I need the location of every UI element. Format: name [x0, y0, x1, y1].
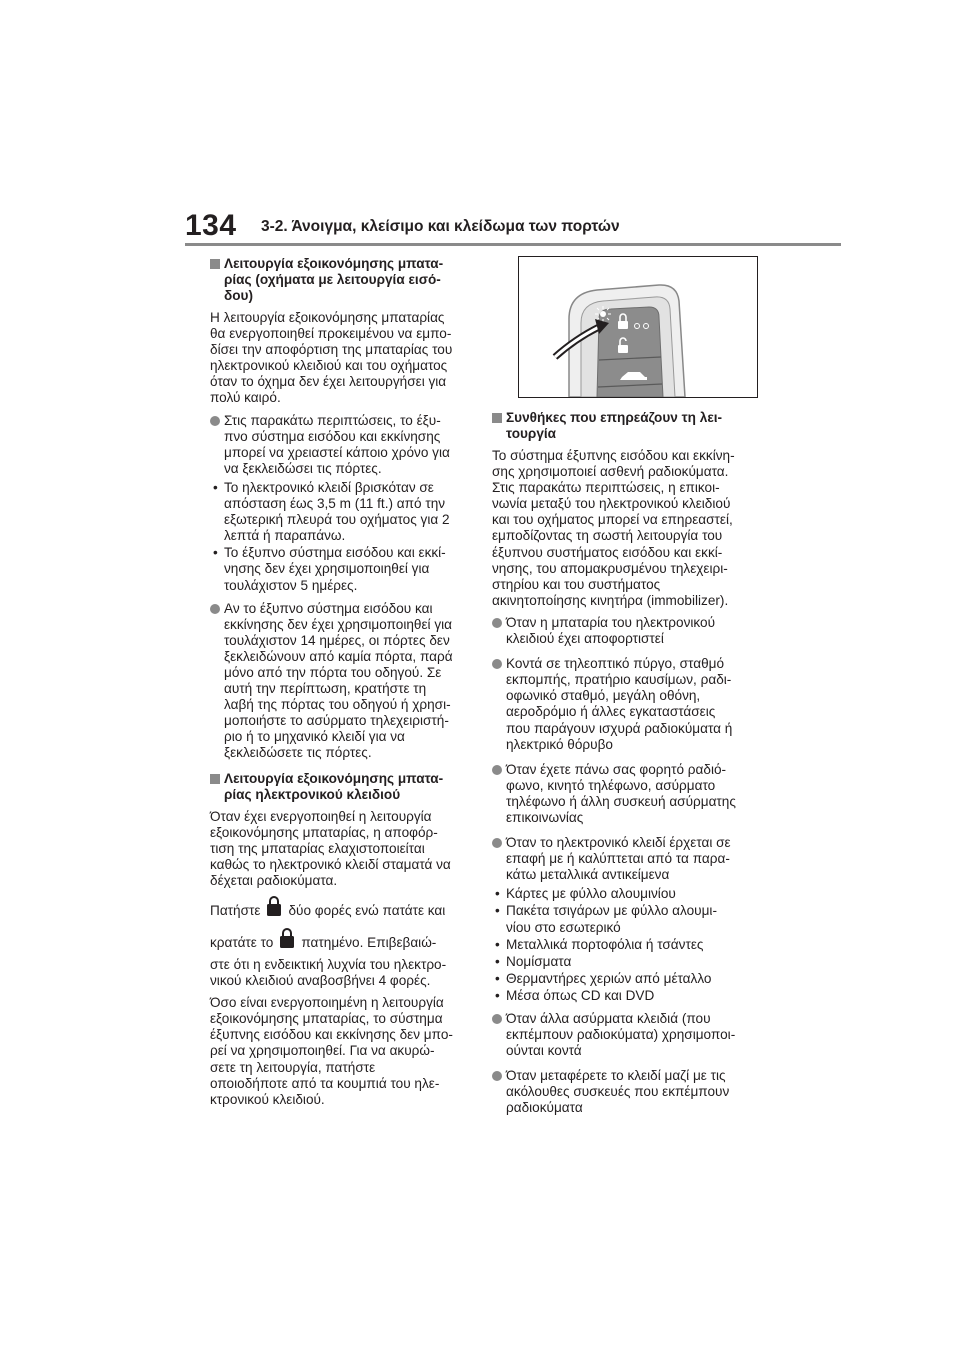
section-title: 3-2. Άνοιγμα, κλείσιμο και κλείδωμα των πορτών — [261, 218, 620, 235]
sub-bullet-item: • Κάρτες με φύλλο αλουμινίου — [495, 886, 676, 902]
paragraph: Η λειτουργία εξοικονόμησης μπαταρίας θα ενεργοποιηθεί προκειμένου να εμπο- δίσει την αποφόρτιση της μπαταρίας του ηλεκτρονικού κλειδιού και του οχήματος όταν το όχημα δεν έχει λειτουργήσει για πολύ καιρό. — [210, 310, 453, 406]
circle-bullet-icon — [210, 416, 220, 426]
bullet-item: Κοντά σε τηλεοπτικό πύργο, σταθμό εκπομπής, πρατήριο καυσίμων, ραδι- οφωνικό σταθμό, μεγάλη οθόνη, αεροδρόμιο ή άλλες εγκαταστάσεις που παράγουν ισχυρά ραδιοκύματα ή ηλεκτρικό θόρυβο — [492, 656, 754, 753]
sub-bullet-item: • Μέσα όπως CD και DVD — [495, 987, 655, 1003]
press-instruction: Πατήστε δύο φορές ενώ πατάτε και — [210, 895, 460, 925]
square-heading-icon — [210, 774, 220, 784]
left-column — [210, 256, 460, 1114]
sub-bullet-item: • Νομίσματα — [495, 953, 572, 969]
electronic-key-illustration — [518, 256, 758, 398]
bullet-item: Αν το έξυπνο σύστημα εισόδου και εκκίνησης δεν έχει χρησιμοποιηθεί για τουλάχιστον 14 ημέρες, οι πόρτες δεν ξεκλειδώνουν από καμία πόρτα, παρά μόνο από την πόρτα του οδηγού. Σε αυτή την περίπτωση, κρατήστε τη λαβή της πόρτας του οδηγού ή χρησι- μοποιήστε το ασύρματο τηλεχειριστή- ριο ή το μηχανικό κλειδί για να ξεκλειδώσετε τις πόρτες. — [210, 601, 460, 762]
hold-instruction: κρατάτε το πατημένο. Επιβεβαιώ- — [210, 927, 460, 957]
sub-bullet-item: • Το ηλεκτρονικό κλειδί βρισκόταν σε απόσταση έως 3,5 m (11 ft.) από την εξωτερική πλευρά του οχήματος για 2 λεπτά ή παραπάνω. — [213, 479, 450, 544]
page-header — [185, 205, 835, 245]
paragraph: Όσο είναι ενεργοποιημένη η λειτουργία εξοικονόμησης μπαταρίας, το σύστημα έξυπνης εισόδου και εκκίνησης δεν μπο- ρεί να χρησιμοποιηθεί. Για να ακυρώ- σετε τη λειτουργία, πατήστε οποιοδήποτε από τα κουμπιά του ηλε- κτρονικού κλειδιού. — [210, 995, 453, 1107]
bullet-item: Όταν μεταφέρετε το κλειδί μαζί με τις ακόλουθες συσκευές που εκπέμπουν ραδιοκύματα — [492, 1068, 754, 1116]
header-rule — [185, 243, 841, 246]
sub-bullet-item: • Θερμαντήρες χεριών από μέταλλο — [495, 970, 712, 986]
heading-key-battery-saving: Λειτουργία εξοικονόμησης μπατα- ρίας ηλεκτρονικού κλειδιού — [210, 771, 460, 803]
right-column — [492, 410, 754, 1120]
bullet-item: Όταν άλλα ασύρματα κλειδιά (που εκπέμπουν ραδιοκύματα) χρησιμοποι- ούνται κοντά — [492, 1011, 754, 1059]
page-number: 134 — [185, 209, 237, 242]
circle-bullet-icon — [492, 838, 502, 848]
sub-bullet-item: • Πακέτα τσιγάρων με φύλλο αλουμι- νίου στο εσωτερικό — [495, 903, 717, 935]
circle-bullet-icon — [492, 765, 502, 775]
bullet-item: Όταν το ηλεκτρονικό κλειδί έρχεται σε επαφή με ή καλύπτεται από τα παρα- κάτω μεταλλικά αντικείμενα — [492, 835, 754, 883]
bullet-item: Στις παρακάτω περιπτώσεις, το έξυ- πνο σύστημα εισόδου και εκκίνησης μπορεί να χρειαστεί κάποιο χρόνο για να ξεκλειδώσει τις πόρτες. — [210, 413, 460, 477]
circle-bullet-icon — [492, 1071, 502, 1081]
bullet-item: Όταν η μπαταρία του ηλεκτρονικού κλειδιού έχει αποφορτιστεί — [492, 615, 754, 647]
paragraph: στε ότι η ενδεικτική λυχνία του ηλεκτρο- νικού κλειδιού αναβοσβήνει 4 φορές. — [210, 957, 447, 989]
sub-bullet-item: • Μεταλλικά πορτοφόλια ή τσάντες — [495, 936, 704, 952]
heading-conditions: Συνθήκες που επηρεάζουν τη λει- τουργία — [492, 410, 754, 442]
paragraph: Όταν έχει ενεργοποιηθεί η λειτουργία εξοικονόμησης μπαταρίας, η αποφόρ- τιση της μπαταρίας ελαχιστοποιείται καθώς το ηλεκτρονικό κλειδί σταματά να δέχεται ραδιοκύματα. — [210, 808, 451, 888]
square-heading-icon — [492, 413, 502, 423]
lock-icon — [279, 927, 295, 960]
heading-battery-saving-entry: Λειτουργία εξοικονόμησης μπατα- ρίας (οχήματα με λειτουργία εισό- δου) — [210, 256, 460, 304]
bullet-item: Όταν έχετε πάνω σας φορητό ραδιό- φωνο, κινητό τηλέφωνο, ασύρματο τηλέφωνο ή άλλη συσκευή ασύρματης επικοινωνίας — [492, 762, 754, 826]
paragraph: Το σύστημα έξυπνης εισόδου και εκκίνη- σης χρησιμοποιεί ασθενή ραδιοκύματα. Στις παρακάτω περιπτώσεις, η επικοι- νωνία μεταξύ του ηλεκτρονικού κλειδιού και του οχήματος μπορεί να επηρεαστεί, εμποδίζοντας τη σωστή λειτουργία του έξυπνου συστήματος εισόδου και εκκί- νησης, του απομακρυσμένου τηλεχειρι- στηρίου και του συστήματος ακινητοποίησης κινητήρα (immobilizer). — [492, 448, 735, 608]
circle-bullet-icon — [210, 604, 220, 614]
circle-bullet-icon — [492, 659, 502, 669]
circle-bullet-icon — [492, 1014, 502, 1024]
lock-icon — [266, 895, 282, 928]
sub-bullet-item: • Το έξυπνο σύστημα εισόδου και εκκί- νησης δεν έχει χρησιμοποιηθεί για τουλάχιστον 5 ημέρες. — [213, 545, 446, 593]
circle-bullet-icon — [492, 618, 502, 628]
square-heading-icon — [210, 259, 220, 269]
